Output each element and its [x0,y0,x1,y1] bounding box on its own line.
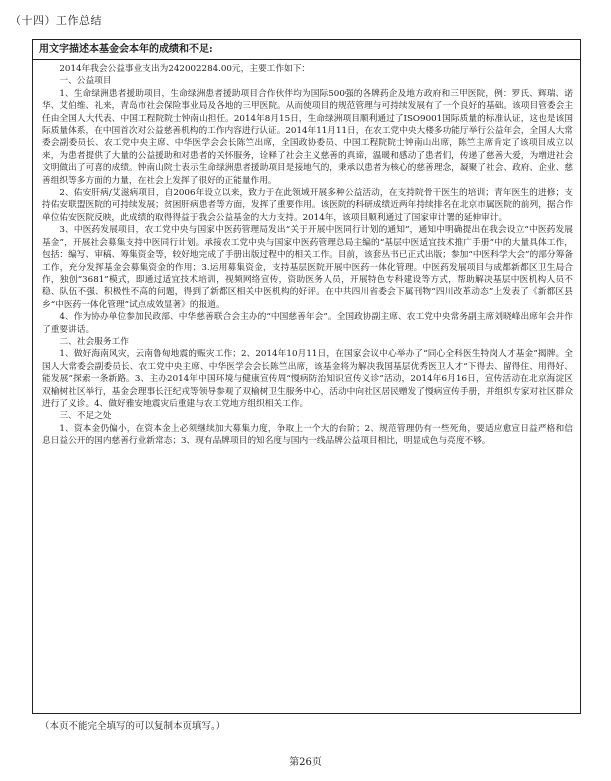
heading-social-service: 二、社会服务工作 [59,336,129,347]
paragraph-project-2: 2、佑安肝病/艾滋病项目，自2006年设立以来，致力于在此领域开展多种公益活动，在支持院骨干医生的培训；青年医生的进修；支持佑安联盟医院的可持续发展；贫困肝病患者等方面，发挥了重要作用。该医院的科研成绩近两年持续排名在北京市属医院的前列，据合作单位佑安医院反映，此成绩的取得得益于我会公益基金的大力支持。2014年，该项目顺利通过了国家审计署的延伸审计。 [42,188,573,223]
paragraph-project-1: 1、生命绿洲患者援助项目，生命绿洲患者援助项目合作伙伴均为国际500强的各牌药企及地方政府和三甲医院，例：罗氏、辉瑞、诺华、艾伯维、礼来，青岛市社会保险事业局及各地的三甲医院。从而使项目的规范管理与可持续发展有了一个良好的基础。该项目管委会主任由全国人大代表、中国工程院院士钟南山担任。2014年8月15日，生命绿洲项目顺利通过了ISO9001国际质量的标准认证，这也是该国际质量体系，在中国首次对公益慈善机构的工作内容进行认证。2014年11月11日，在农工党中央大楼多功能厅举行公益年会，全国人大常委会副委员长、农工党中央主席、中华医学会会长陈竺出席，全国政协委员、中国工程院院士钟南山出席，陈竺主席肯定了该项目成立以来，为患者提供了大量的公益援助和对患者的关怀服务，诠释了社会主义慈善的真谛，温暖和感动了患者们，传递了慈善大爱，为增进社会文明做出了可喜的成绩。钟南山院士表示生命绿洲患者援助项目是接地气的，秉承以患者为核心的慈善理念，凝聚了社会、政府、企业、慈善组织等多方面的力量，在社会上发挥了很好的正能量作用。 [42,88,573,186]
paragraph-social-service: 1、做好海南风灾，云南鲁甸地震的赈灾工作；2、2014年10月11日，在国家会议中心举办了“同心全科医生特岗人才基金”揭牌。全国人大常委会副委员长、农工党中央主席、中华医学会会长陈竺出席，该基金将为解决我国基层优秀医卫人才“下得去、留得住、用得好、能发展”探索一条新路。3、主办2014年中国环境与健康宣传周“慢病防治知识宣传义诊”活动，2014年6月16日，宣传活动在北京海淀区双榆树社区举行，基金会理事长汪纪戎等领导参观了双榆树卫生服务中心，活动中向社区居民赠发了慢病宣传手册，并组织专家对社区群众进行了义诊。4、做好雅安地震灾后重建与农工党地方组织相关工作。 [42,349,573,409]
heading-public-projects: 一、公益项目 [59,76,112,87]
summary-body [33,60,580,448]
summary-box [32,39,581,714]
paragraph-intro: 2014年我会公益事业支出为242002284.00元，主要工作如下： [59,64,311,74]
paragraph-project-4: 4、作为协办单位参加民政部、中华慈善联合会主办的“中国慈善年会”。全国政协副主席、农工党中央常务副主席刘晓峰出席年会并作了重要讲话。 [42,312,573,335]
paragraph-shortcomings: 1、资本金仍偏小，在资本金上必须继续加大募集力度，争取上一个大的台阶；2、规范管理仍有一些死角，要适应愈宣日益严格和信息日益公开的国内慈善行业新常态；3、现有品牌项目的知名度与国内一线品牌公益项目相比，明显成色与亮度不够。 [42,423,573,447]
footnote: （本页不能完全填写的可以复制本页填写。） [40,721,226,732]
page-number: 第26页 [289,757,322,768]
section-heading: （十四）工作总结 [10,14,102,27]
paragraph-project-3: 3、中医药发展项目，农工党中央与国家中医药管理局发出“关于开展中医同行计划的通知”，通知中明确提出在我会设立“中医药发展基金”，开展社会募集支持中医同行计划。承接农工党中央与国家中医药管理总局主编的“基层中医适宜技术推广手册”中的大量具体工作，包括：编写、审稿、筹集资金等，较好地完成了手册出版过程中的相关工作。目前，该套丛书已正式出版；参加“中医科学大会”的部分筹备工作，充分发挥基金会募集资金的作用；3.运用募集资金，支持基层医院开展中医药一体化管理。中医药发展项目与成都新都区卫生局合作，独创“3681”模式，即通过适宜技术培训，视频网络宣传，资助医务人员，开展特色专科建设等方式，帮助解决基层中医机构人员不稳、队伍不强、积极性不高的问题，得到了新都区相关中医机构的好评。在中共四川省委会下属刊物“四川改革动态”上发表了《新都区县乡“中医药一体化管理”试点成效显著》的报道。 [42,225,573,310]
box-header: 用文字描述本基金会本年的成绩和不足: [33,40,580,60]
heading-shortcomings: 三、不足之处 [59,411,112,422]
